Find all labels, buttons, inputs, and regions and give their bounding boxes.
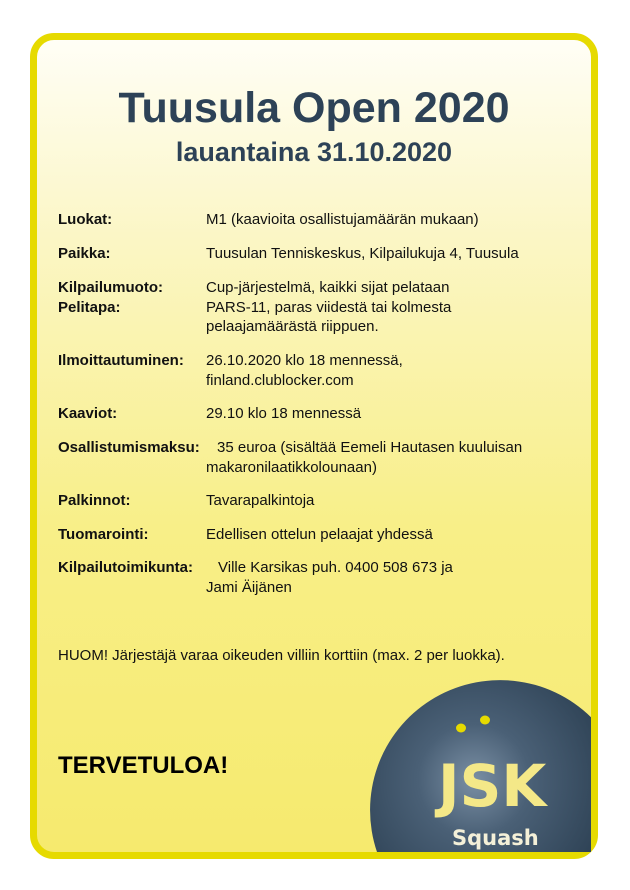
row-value: Ville Karsikas puh. 0400 508 673 ja [218, 559, 453, 576]
ball-icon [456, 724, 466, 733]
row-value: 29.10 klo 18 mennessä [206, 405, 362, 422]
ball-icon [480, 716, 490, 725]
row-label: Palkinnot: [58, 492, 131, 509]
row-value: Edellisen ottelun pelaajat yhdessä [206, 526, 433, 543]
row-label: Luokat: [58, 211, 113, 228]
logo-text: JSK [438, 752, 547, 820]
row-label: Pelitapa: [58, 298, 121, 316]
row-label: Kaaviot: [58, 405, 118, 422]
poster-title: Tuusula Open 2020 [118, 84, 510, 132]
poster-date: lauantaina 31.10.2020 [175, 137, 453, 167]
row-value: M1 (kaavioita osallistujamäärän mukaan) [206, 211, 479, 228]
row-value: Tavarapalkintoja [206, 492, 315, 509]
row-label: Tuomarointi: [58, 526, 149, 543]
note-text: HUOM! Järjestäjä varaa oikeuden villiin korttiin (max. 2 per luokka). [58, 647, 505, 664]
row-value: pelaajamäärästä riippuen. [206, 318, 379, 335]
row-value: Tuusulan Tenniskeskus, Kilpailukuja 4, Tuusula [206, 245, 519, 262]
row-value: Jami Äijänen [206, 578, 292, 596]
row-label: Paikka: [58, 245, 111, 262]
row-label: Kilpailutoimikunta: [58, 559, 193, 576]
row-value: Cup-järjestelmä, kaikki sijat pelataan [206, 279, 450, 296]
logo-subtext: Squash [452, 826, 539, 850]
poster [30, 33, 598, 859]
row-value: finland.clublocker.com [206, 371, 354, 389]
row-label: Kilpailumuoto: [58, 279, 163, 296]
row-value: 26.10.2020 klo 18 mennessä, [206, 352, 403, 369]
row-value: PARS-11, paras viidestä tai kolmesta [206, 298, 452, 316]
jsk-squash-logo [370, 680, 591, 852]
row-label: Ilmoittautuminen: [58, 352, 184, 369]
welcome-text: TERVETULOA! [58, 752, 229, 779]
row-label: Osallistumismaksu: [58, 439, 200, 456]
row-value: makaronilaatikkolounaan) [206, 458, 377, 476]
row-value: 35 euroa (sisältää Eemeli Hautasen kuuluisan [217, 439, 523, 456]
